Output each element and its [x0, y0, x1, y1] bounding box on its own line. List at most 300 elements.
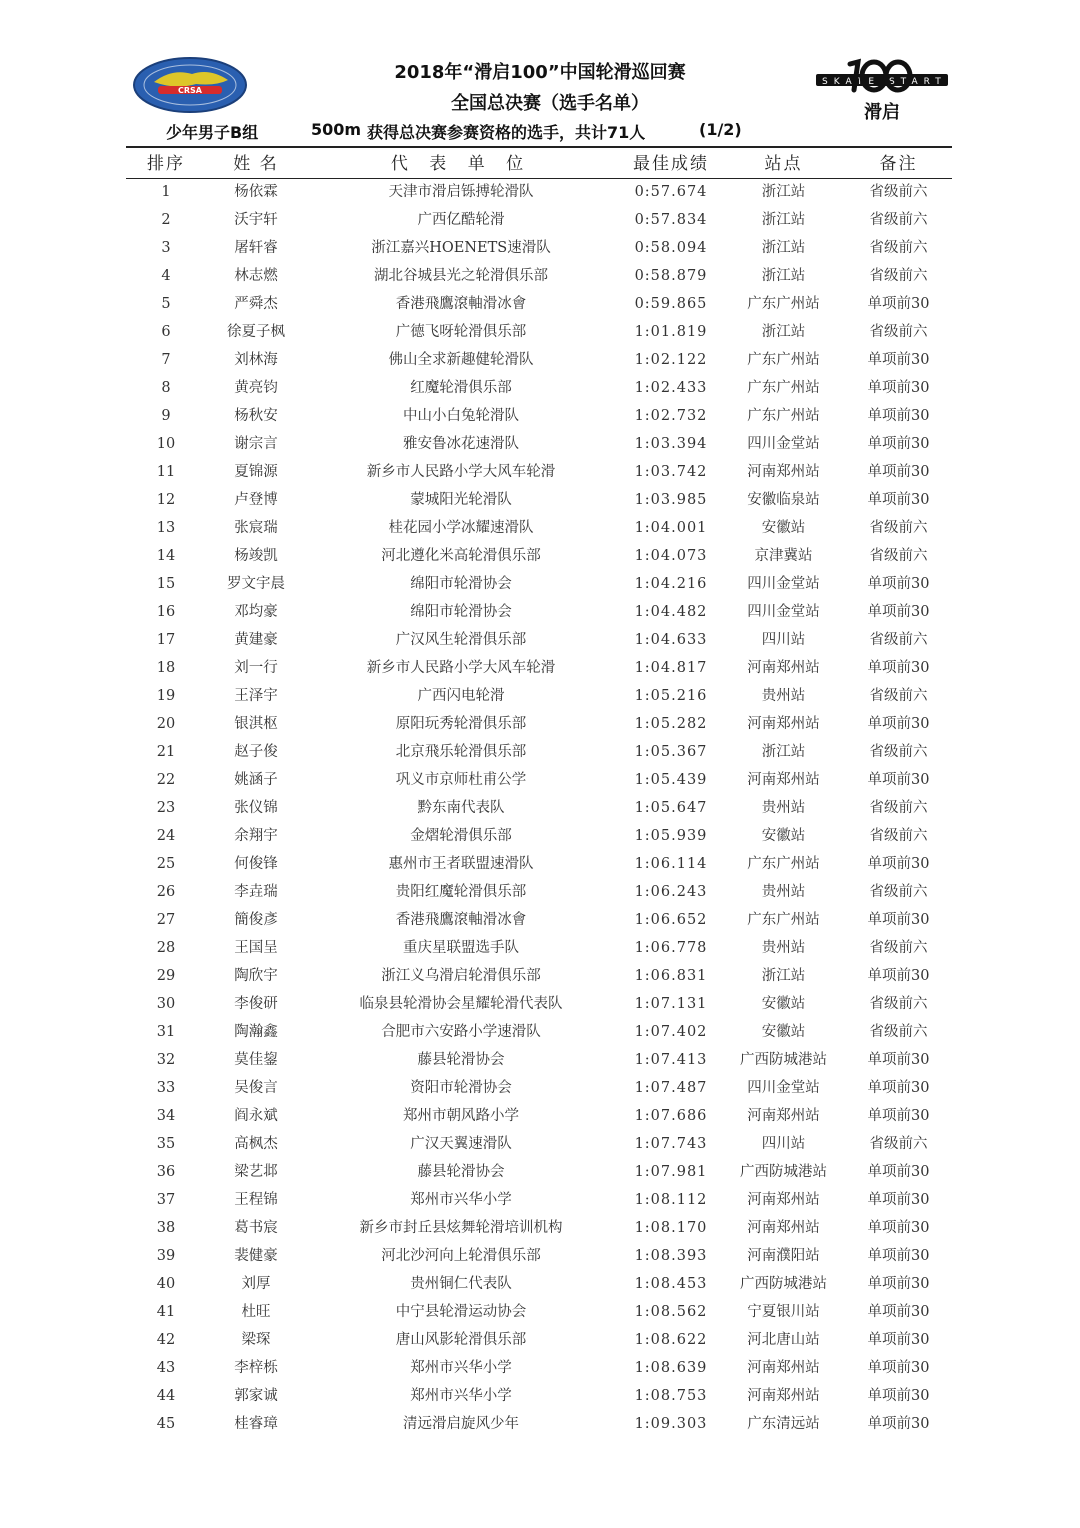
team-cell: 香港飛鷹滾軸滑冰會	[395, 912, 527, 928]
distance-label: 500m	[311, 120, 362, 139]
station-cell: 浙江站	[761, 240, 806, 256]
athlete-name-cell: 吴俊言	[234, 1080, 278, 1096]
note-cell: 单项前30	[867, 1108, 930, 1124]
table-row	[126, 1074, 952, 1102]
rank-cell: 4	[161, 268, 171, 284]
table-row	[126, 430, 952, 458]
table-row	[126, 1270, 952, 1298]
station-cell: 广东广州站	[747, 856, 820, 872]
table-row	[126, 906, 952, 934]
athlete-name-cell: 李梓栎	[234, 1360, 278, 1376]
team-cell: 金熠轮滑俱乐部	[410, 828, 512, 844]
column-header-note: 备注	[879, 154, 918, 174]
team-cell: 广西闪电轮滑	[417, 688, 505, 704]
station-cell: 浙江站	[761, 212, 806, 228]
note-cell: 单项前30	[867, 912, 930, 928]
station-cell: 河南濮阳站	[747, 1248, 820, 1264]
team-cell: 中宁县轮滑运动协会	[395, 1304, 527, 1320]
note-cell: 省级前六	[869, 1024, 928, 1040]
note-cell: 单项前30	[867, 492, 930, 508]
table-row	[126, 1242, 952, 1270]
best-time-cell: 1:05.216	[634, 688, 708, 704]
best-time-cell: 1:07.131	[634, 996, 708, 1012]
best-time-cell: 1:05.939	[634, 828, 708, 844]
team-cell: 香港飛鷹滾軸滑冰會	[395, 296, 527, 312]
table-row	[126, 262, 952, 290]
station-cell: 河南郑州站	[747, 464, 820, 480]
note-cell: 单项前30	[867, 1416, 930, 1432]
station-cell: 广东广州站	[747, 380, 820, 396]
table-row	[126, 486, 952, 514]
rank-cell: 6	[161, 324, 171, 340]
note-cell: 单项前30	[867, 1388, 930, 1404]
table-row	[126, 1130, 952, 1158]
team-cell: 新乡市封丘县炫舞轮滑培训机构	[359, 1220, 563, 1236]
athlete-name-cell: 杨秋安	[234, 408, 278, 424]
table-row	[126, 682, 952, 710]
team-cell: 佛山全求新趣健轮滑队	[388, 352, 534, 368]
rank-cell: 3	[161, 240, 171, 256]
best-time-cell: 1:05.282	[634, 716, 708, 732]
athlete-name-cell: 邓均豪	[234, 604, 278, 620]
note-cell: 单项前30	[867, 856, 930, 872]
column-header-name: 姓 名	[233, 154, 279, 174]
athlete-name-cell: 赵子俊	[234, 744, 278, 760]
note-cell: 单项前30	[867, 1080, 930, 1096]
station-cell: 河南郑州站	[747, 1192, 820, 1208]
best-time-cell: 1:08.453	[634, 1276, 708, 1292]
table-row	[126, 1158, 952, 1186]
athlete-name-cell: 李垚瑞	[234, 884, 278, 900]
station-cell: 安徽站	[761, 996, 806, 1012]
team-cell: 新乡市人民路小学大风车轮滑	[366, 464, 556, 480]
station-cell: 四川金堂站	[747, 576, 820, 592]
table-row	[126, 206, 952, 234]
best-time-cell: 1:01.819	[634, 324, 708, 340]
best-time-cell: 1:08.393	[634, 1248, 708, 1264]
best-time-cell: 1:03.394	[634, 436, 708, 452]
team-cell: 藤县轮滑协会	[417, 1052, 505, 1068]
rank-cell: 35	[156, 1136, 176, 1152]
rank-cell: 40	[156, 1276, 176, 1292]
rank-cell: 36	[156, 1164, 176, 1180]
note-cell: 省级前六	[869, 184, 928, 200]
station-cell: 河南郑州站	[747, 1388, 820, 1404]
best-time-cell: 1:08.562	[634, 1304, 708, 1320]
rank-cell: 16	[156, 604, 176, 620]
table-row	[126, 850, 952, 878]
note-cell: 单项前30	[867, 1360, 930, 1376]
rank-cell: 43	[156, 1360, 176, 1376]
table-row	[126, 878, 952, 906]
note-cell: 省级前六	[869, 884, 928, 900]
station-cell: 广西防城港站	[740, 1276, 827, 1292]
note-cell: 单项前30	[867, 1332, 930, 1348]
table-row	[126, 990, 952, 1018]
table-row	[126, 402, 952, 430]
athlete-name-cell: 高枫杰	[234, 1136, 278, 1152]
note-cell: 省级前六	[869, 240, 928, 256]
note-cell: 单项前30	[867, 464, 930, 480]
best-time-cell: 1:04.482	[634, 604, 708, 620]
best-time-cell: 1:07.981	[634, 1164, 708, 1180]
table-row	[126, 1382, 952, 1410]
rank-cell: 15	[156, 576, 176, 592]
station-cell: 河南郑州站	[747, 1360, 820, 1376]
team-cell: 资阳市轮滑协会	[410, 1080, 512, 1096]
athlete-name-cell: 余翔宇	[234, 828, 278, 844]
team-cell: 藤县轮滑协会	[417, 1164, 505, 1180]
rank-cell: 29	[156, 968, 176, 984]
table-row	[126, 794, 952, 822]
rank-cell: 32	[156, 1052, 176, 1068]
athlete-name-cell: 银淇枢	[234, 716, 278, 732]
station-cell: 广西防城港站	[740, 1164, 827, 1180]
best-time-cell: 1:02.122	[634, 352, 708, 368]
table-row	[126, 542, 952, 570]
column-header-rank: 排序	[147, 154, 185, 174]
station-cell: 贵州站	[761, 884, 806, 900]
table-row	[126, 234, 952, 262]
note-cell: 单项前30	[867, 408, 930, 424]
page-indicator: (1/2)	[699, 120, 742, 139]
rank-cell: 25	[156, 856, 176, 872]
rank-cell: 41	[156, 1304, 176, 1320]
team-cell: 中山小白兔轮滑队	[403, 408, 519, 424]
rank-cell: 20	[156, 716, 176, 732]
station-cell: 贵州站	[761, 800, 806, 816]
best-time-cell: 1:07.402	[634, 1024, 708, 1040]
note-cell: 省级前六	[869, 520, 928, 536]
rank-cell: 45	[156, 1416, 176, 1432]
note-cell: 省级前六	[869, 324, 928, 340]
note-cell: 省级前六	[869, 1136, 928, 1152]
athlete-name-cell: 裴健豪	[234, 1248, 278, 1264]
team-cell: 蒙城阳光轮滑队	[410, 492, 512, 508]
table-row	[126, 766, 952, 794]
rank-cell: 30	[156, 996, 176, 1012]
rank-cell: 34	[156, 1108, 176, 1124]
rank-cell: 37	[156, 1192, 176, 1208]
athlete-name-cell: 梁琛	[241, 1332, 271, 1348]
team-cell: 浙江嘉兴HOENETS速滑队	[371, 240, 551, 256]
best-time-cell: 1:05.647	[634, 800, 708, 816]
best-time-cell: 1:04.633	[634, 632, 708, 648]
best-time-cell: 1:06.652	[634, 912, 708, 928]
table-row	[126, 738, 952, 766]
note-cell: 单项前30	[867, 1276, 930, 1292]
rank-cell: 23	[156, 800, 176, 816]
best-time-cell: 1:09.303	[634, 1416, 708, 1432]
athlete-name-cell: 杜旺	[241, 1304, 271, 1320]
athlete-name-cell: 莫佳鋆	[234, 1052, 278, 1068]
table-row	[126, 626, 952, 654]
station-cell: 安徽站	[761, 828, 806, 844]
best-time-cell: 1:06.778	[634, 940, 708, 956]
rank-cell: 5	[161, 296, 171, 312]
team-cell: 桂花园小学冰耀速滑队	[388, 520, 534, 536]
station-cell: 浙江站	[761, 968, 806, 984]
rank-cell: 14	[156, 548, 176, 564]
rank-cell: 18	[156, 660, 176, 676]
athlete-name-cell: 卢登博	[234, 492, 278, 508]
athlete-name-cell: 屠轩睿	[234, 240, 278, 256]
team-cell: 绵阳市轮滑协会	[410, 576, 512, 592]
team-cell: 郑州市兴华小学	[410, 1388, 512, 1404]
rank-cell: 38	[156, 1220, 176, 1236]
athlete-name-cell: 谢宗言	[234, 436, 278, 452]
station-cell: 广东广州站	[747, 296, 820, 312]
athlete-name-cell: 沃宇轩	[234, 212, 278, 228]
svg-text:滑启: 滑启	[864, 102, 900, 122]
athlete-name-cell: 严舜杰	[234, 296, 278, 312]
group-info	[0, 120, 1080, 144]
rank-cell: 10	[156, 436, 176, 452]
rank-cell: 19	[156, 688, 176, 704]
table-row	[126, 178, 952, 206]
table-row	[126, 934, 952, 962]
note-cell: 单项前30	[867, 1220, 930, 1236]
note-cell: 省级前六	[869, 800, 928, 816]
table-row	[126, 514, 952, 542]
team-cell: 巩义市京师杜甫公学	[395, 772, 527, 788]
team-cell: 湖北谷城县光之轮滑俱乐部	[374, 268, 548, 284]
rank-cell: 12	[156, 492, 176, 508]
station-cell: 河南郑州站	[747, 716, 820, 732]
note-cell: 单项前30	[867, 380, 930, 396]
athlete-name-cell: 何俊锋	[234, 856, 278, 872]
best-time-cell: 1:07.413	[634, 1052, 708, 1068]
column-header-station: 站点	[764, 154, 803, 174]
table-row	[126, 458, 952, 486]
best-time-cell: 1:04.073	[634, 548, 708, 564]
best-time-cell: 1:03.985	[634, 492, 708, 508]
rank-cell: 26	[156, 884, 176, 900]
table-row	[126, 710, 952, 738]
station-cell: 浙江站	[761, 324, 806, 340]
rank-cell: 13	[156, 520, 176, 536]
rank-cell: 11	[156, 464, 176, 480]
table-row	[126, 1298, 952, 1326]
best-time-cell: 1:08.639	[634, 1360, 708, 1376]
team-cell: 广汉天翼速滑队	[410, 1136, 512, 1152]
station-cell: 河南郑州站	[747, 772, 820, 788]
table-row	[126, 1102, 952, 1130]
best-time-cell: 1:06.114	[634, 856, 708, 872]
athlete-name-cell: 张仪锦	[234, 800, 278, 816]
team-cell: 郑州市兴华小学	[410, 1360, 512, 1376]
station-cell: 安徽站	[761, 520, 806, 536]
station-cell: 京津冀站	[754, 548, 813, 564]
rank-cell: 8	[161, 380, 171, 396]
note-cell: 单项前30	[867, 716, 930, 732]
table-row	[126, 654, 952, 682]
best-time-cell: 1:08.170	[634, 1220, 708, 1236]
athlete-name-cell: 郭家诚	[234, 1388, 278, 1404]
note-cell: 省级前六	[869, 940, 928, 956]
athlete-name-cell: 阎永斌	[234, 1108, 278, 1124]
team-cell: 红魔轮滑俱乐部	[410, 380, 512, 396]
table-row	[126, 962, 952, 990]
note-cell: 单项前30	[867, 1164, 930, 1180]
rank-cell: 33	[156, 1080, 176, 1096]
best-time-cell: 1:06.831	[634, 968, 708, 984]
team-cell: 北京飛乐轮滑俱乐部	[395, 744, 527, 760]
rank-cell: 42	[156, 1332, 176, 1348]
athlete-name-cell: 姚涵子	[234, 772, 278, 788]
best-time-cell: 0:58.879	[634, 268, 708, 284]
station-cell: 广东清远站	[747, 1416, 820, 1432]
table-row	[126, 1354, 952, 1382]
best-time-cell: 1:02.732	[634, 408, 708, 424]
best-time-cell: 1:08.622	[634, 1332, 708, 1348]
table-row	[126, 1326, 952, 1354]
athlete-name-cell: 葛书宸	[234, 1220, 278, 1236]
team-cell: 郑州市兴华小学	[410, 1192, 512, 1208]
note-cell: 单项前30	[867, 772, 930, 788]
best-time-cell: 1:07.487	[634, 1080, 708, 1096]
team-cell: 浙江义乌滑启轮滑俱乐部	[381, 968, 541, 984]
team-cell: 河北遵化米高轮滑俱乐部	[381, 548, 541, 564]
team-cell: 贵州铜仁代表队	[410, 1276, 512, 1292]
athlete-name-cell: 王程锦	[234, 1192, 278, 1208]
athlete-name-cell: 王国呈	[234, 940, 278, 956]
table-row	[126, 1046, 952, 1074]
note-cell: 省级前六	[869, 268, 928, 284]
best-time-cell: 1:05.367	[634, 744, 708, 760]
athlete-name-cell: 黄建豪	[234, 632, 278, 648]
note-cell: 省级前六	[869, 688, 928, 704]
rank-cell: 22	[156, 772, 176, 788]
header-top-rule	[126, 146, 952, 148]
athlete-name-cell: 刘林海	[234, 352, 278, 368]
group-label: 少年男子B组	[166, 123, 259, 142]
note-cell: 单项前30	[867, 1052, 930, 1068]
team-cell: 天津市滑启铄搏轮滑队	[388, 184, 534, 200]
table-row	[126, 598, 952, 626]
athlete-name-cell: 张宸瑞	[234, 520, 278, 536]
station-cell: 广东广州站	[747, 408, 820, 424]
document-title: 2018年“滑启100”中国轮滑巡回赛	[394, 62, 686, 83]
table-row	[126, 570, 952, 598]
table-row	[126, 1410, 952, 1438]
station-cell: 河北唐山站	[747, 1332, 820, 1348]
station-cell: 河南郑州站	[747, 1108, 820, 1124]
team-cell: 清远滑启旋风少年	[403, 1416, 519, 1432]
note-cell: 单项前30	[867, 352, 930, 368]
best-time-cell: 1:03.742	[634, 464, 708, 480]
best-time-cell: 1:04.817	[634, 660, 708, 676]
best-time-cell: 1:06.243	[634, 884, 708, 900]
athlete-name-cell: 徐夏子枫	[227, 324, 285, 340]
best-time-cell: 1:04.001	[634, 520, 708, 536]
athlete-name-cell: 簡俊彥	[234, 912, 278, 928]
athlete-name-cell: 黄亮钧	[234, 380, 278, 396]
station-cell: 四川金堂站	[747, 604, 820, 620]
athlete-name-cell: 王泽宇	[234, 688, 278, 704]
note-cell: 省级前六	[869, 632, 928, 648]
station-cell: 贵州站	[761, 688, 806, 704]
station-cell: 广东广州站	[747, 352, 820, 368]
svg-text:SKATE START: SKATE START	[822, 77, 947, 87]
note-cell: 省级前六	[869, 548, 928, 564]
team-cell: 贵阳红魔轮滑俱乐部	[395, 884, 527, 900]
column-header-best-time: 最佳成绩	[633, 154, 709, 174]
rank-cell: 24	[156, 828, 176, 844]
team-cell: 广西亿酷轮滑	[417, 212, 505, 228]
best-time-cell: 0:59.865	[634, 296, 708, 312]
best-time-cell: 1:08.112	[634, 1192, 708, 1208]
station-cell: 四川金堂站	[747, 436, 820, 452]
station-cell: 广西防城港站	[740, 1052, 827, 1068]
team-cell: 合肥市六安路小学速滑队	[381, 1024, 541, 1040]
station-cell: 四川站	[761, 632, 806, 648]
team-cell: 原阳玩秀轮滑俱乐部	[395, 716, 527, 732]
rank-cell: 39	[156, 1248, 176, 1264]
best-time-cell: 1:05.439	[634, 772, 708, 788]
station-cell: 安徽站	[761, 1024, 806, 1040]
station-cell: 广东广州站	[747, 912, 820, 928]
svg-text:CRSA: CRSA	[178, 86, 202, 95]
rank-cell: 31	[156, 1024, 176, 1040]
athlete-name-cell: 杨依霖	[234, 184, 278, 200]
best-time-cell: 0:57.674	[634, 184, 708, 200]
athlete-name-cell: 刘一行	[234, 660, 278, 676]
team-cell: 郑州市朝风路小学	[403, 1108, 519, 1124]
station-cell: 浙江站	[761, 268, 806, 284]
document-subtitle: 全国总决赛（选手名单）	[451, 93, 649, 114]
station-cell: 贵州站	[761, 940, 806, 956]
table-row	[126, 1186, 952, 1214]
team-cell: 雅安鲁冰花速滑队	[403, 436, 519, 452]
athlete-name-cell: 杨竣凯	[234, 548, 278, 564]
rank-cell: 44	[156, 1388, 176, 1404]
station-cell: 四川站	[761, 1136, 806, 1152]
column-header-unit: 代 表 单 位	[390, 154, 532, 174]
athlete-name-cell: 陶瀚鑫	[234, 1024, 278, 1040]
athlete-name-cell: 林志燃	[234, 268, 278, 284]
rank-cell: 9	[161, 408, 171, 424]
note-cell: 单项前30	[867, 1304, 930, 1320]
best-time-cell: 1:02.433	[634, 380, 708, 396]
team-cell: 惠州市王者联盟速滑队	[388, 856, 534, 872]
best-time-cell: 0:58.094	[634, 240, 708, 256]
athlete-name-cell: 刘厚	[241, 1276, 271, 1292]
team-cell: 河北沙河向上轮滑俱乐部	[381, 1248, 541, 1264]
athlete-name-cell: 李俊研	[234, 996, 278, 1012]
station-cell: 河南郑州站	[747, 660, 820, 676]
best-time-cell: 1:04.216	[634, 576, 708, 592]
station-cell: 安徽临泉站	[747, 492, 820, 508]
note-cell: 省级前六	[869, 828, 928, 844]
table-row	[126, 318, 952, 346]
table-row	[126, 346, 952, 374]
team-cell: 新乡市人民路小学大风车轮滑	[366, 660, 556, 676]
table-row	[126, 374, 952, 402]
note-cell: 单项前30	[867, 576, 930, 592]
note-cell: 单项前30	[867, 660, 930, 676]
qualification-description: 获得总决赛参赛资格的选手，共计71人	[367, 123, 646, 142]
note-cell: 单项前30	[867, 436, 930, 452]
note-cell: 单项前30	[867, 296, 930, 312]
best-time-cell: 0:57.834	[634, 212, 708, 228]
station-cell: 宁夏银川站	[747, 1304, 820, 1320]
table-row	[126, 1214, 952, 1242]
rank-cell: 21	[156, 744, 176, 760]
note-cell: 省级前六	[869, 744, 928, 760]
team-cell: 黔东南代表队	[417, 800, 505, 816]
station-cell: 浙江站	[761, 744, 806, 760]
